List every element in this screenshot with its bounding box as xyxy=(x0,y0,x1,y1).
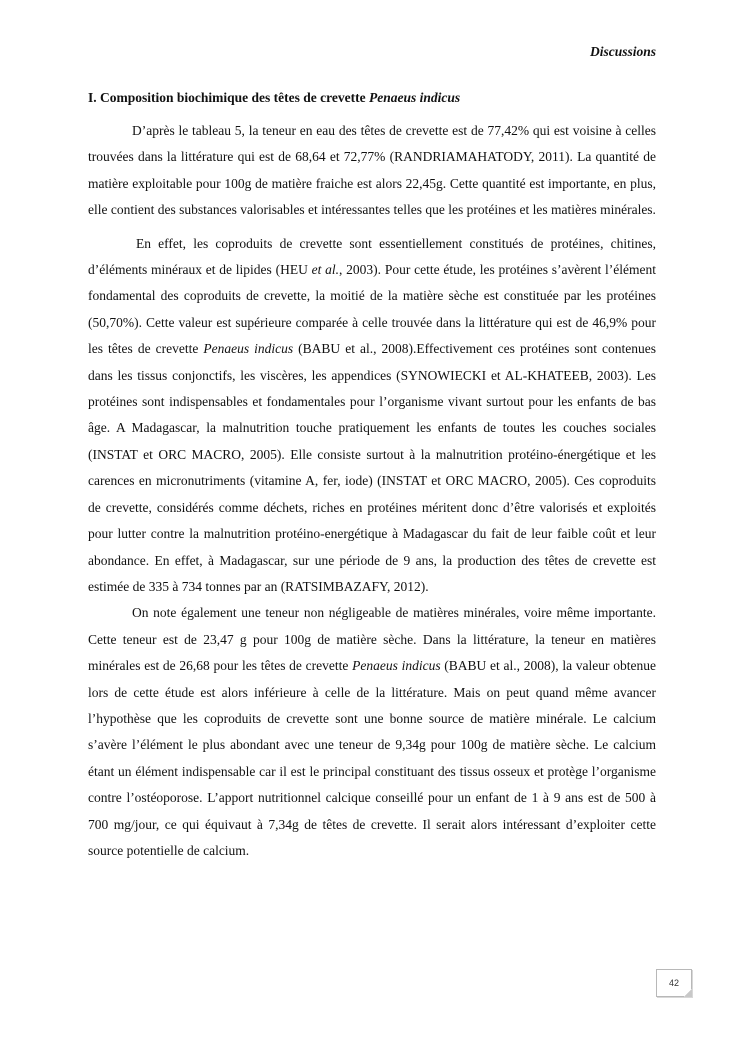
section-heading xyxy=(88,90,656,106)
p2-part-a: En effet, les coproduits de crevette sont essentiellement constitués de protéines, chitines, d’éléments minéraux et de lipides (HEU xyxy=(88,235,656,278)
heading-text: I. Composition biochimique des têtes de crevette xyxy=(88,90,369,105)
p2-part-c: (BABU et al., 2008).Effectivement ces protéines sont contenues dans les tissus conjonctifs, les viscères, les appendices (SYNOWIECKI et AL-KHATEEB, 2003). Les protéines sont indispensables et fondamentales pour l’organisme vivant surtout pour les enfants de bas âge. A Madagascar, la malnutrition touche pratiquement les enfants de toutes les couches sociales (INSTAT et ORC MACRO, 2005). Elle consiste surtout à la malnutrition protéino-énergétique et les carences en micronutriments (vitamine A, fer, iode) (INSTAT et ORC MACRO, 2005). Ces coproduits de crevette, considérés comme déchets, riches en protéines méritent donc d’être valorisés et exploités pour lutter contre la malnutrition protéino-energétique à Madagascar du fait de leur faible coût et leur abondance. En effet, à Madagascar, sur une période de 9 ans, la production des têtes de crevette est estimée de 335 à 734 tonnes par an (RATSIMBAZAFY, 2012). xyxy=(88,341,656,594)
paragraph-minerals xyxy=(88,600,656,864)
p2-species: Penaeus indicus xyxy=(203,341,294,357)
p3-part-b: (BABU et al., 2008), la valeur obtenue lors de cette étude est alors inférieure à celle de la littérature. Mais on peut quand même avancer l’hypothèse que les coproduits de crevette sont une bonne source de matière minérale. Le calcium s’avère l’élément le plus abondant avec une teneur de 9,34g pour 100g de matière sèche. Le calcium étant un élément indispensable car il est le principal constituant des tissus osseux et protège l’organisme contre l’ostéoporose. L’apport nutritionnel calcique conseillé pour un enfant de 1 à 9 ans est de 500 à 700 mg/jour, ce qui équivaut à 7,34g de têtes de crevette. Il serait alors intéressant d’exploiter cette source potentielle de calcium. xyxy=(88,658,657,858)
p2-et-al: et al. xyxy=(311,262,340,278)
body-text xyxy=(88,118,656,864)
paragraph-proteins xyxy=(88,231,656,601)
p3-species: Penaeus indicus xyxy=(352,658,441,674)
paragraph-water-content: D’après le tableau 5, la teneur en eau des têtes de crevette est de 77,42% qui est voisine à celles trouvées dans la littérature qui est de 68,64 et 72,77% (RANDRIAMAHATODY, 2011). La quantité de matière exploitable pour 100g de matière fraiche est alors 22,45g. Cette quantité est importante, en plus, elle contient des substances valorisables et intéressantes telles que les protéines et les matières minérales. xyxy=(88,123,656,218)
page-number-box xyxy=(656,969,692,997)
p2-part-b: , 2003). Pour cette étude, les protéines s’avèrent l’élément fondamental des coproduits de crevette, la moitié de la matière sèche est constituée par les protéines (50,70%). Cette valeur est supérieure comparée à celle trouvée dans la littérature qui est de 46,9% pour les têtes de crevette xyxy=(88,262,657,357)
section-header: Discussions xyxy=(589,44,656,59)
p3-part-a: On note également une teneur non négligeable de matières minérales, voire même importante. Cette teneur est de 23,47 g pour 100g de matière sèche. Dans la littérature, la teneur en matières minérales est de 26,68 pour les têtes de crevette xyxy=(88,605,656,674)
page-fold-icon xyxy=(684,989,692,997)
heading-species: Penaeus indicus xyxy=(368,90,461,105)
page-number: 42 xyxy=(668,978,679,988)
